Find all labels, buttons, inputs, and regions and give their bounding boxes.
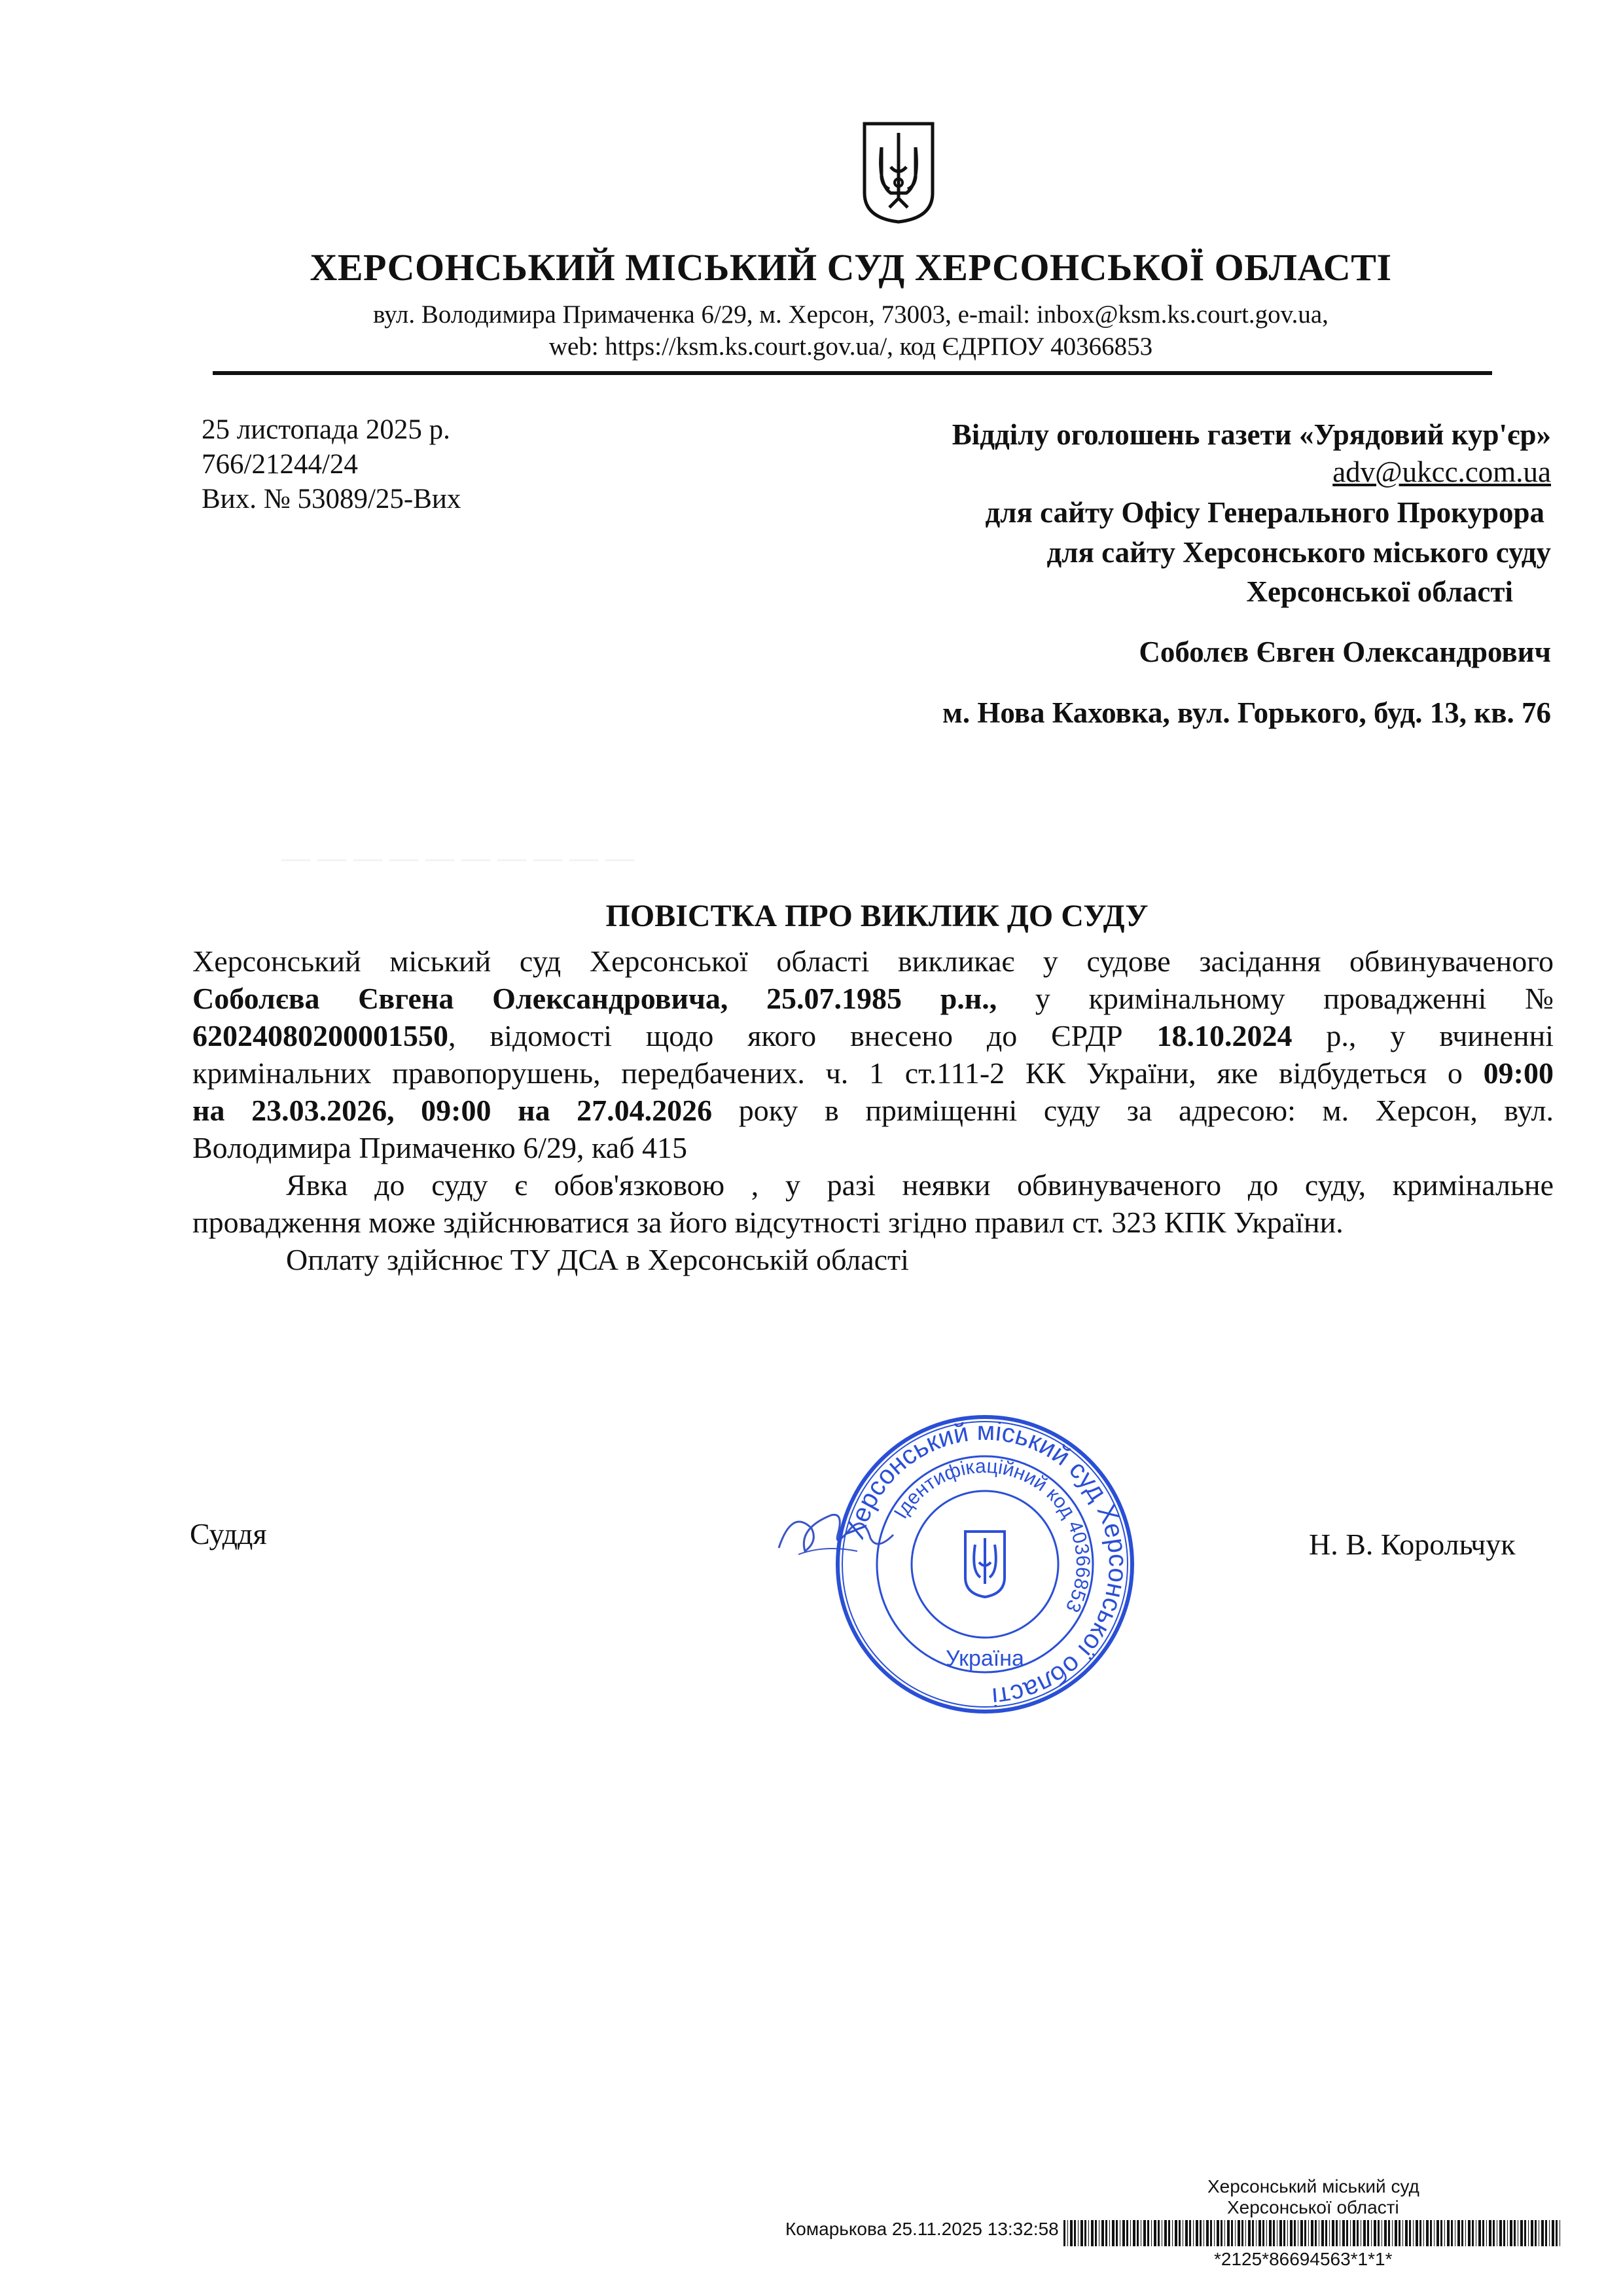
- erdr-date: 18.10.2024: [1156, 1019, 1293, 1052]
- hearing-dates: на 23.03.2026, 09:00 на 27.04.2026: [192, 1094, 713, 1127]
- stamp-outer-text: Херсонський міський суд Херсонської області: [840, 1416, 1133, 1712]
- trident-emblem-icon: [862, 121, 935, 224]
- letterhead-divider: [213, 371, 1492, 375]
- official-court-stamp: [831, 1410, 1139, 1718]
- attendance-line-1: Явка до суду є обов'язковою , у разі неявки обвинуваченого до суду, кримінальне: [286, 1168, 1554, 1202]
- recipient-newspaper: Відділу оголошень газети «Урядовий кур'єр»: [952, 418, 1551, 451]
- proceeding-number: 62024080200001550: [192, 1019, 448, 1052]
- court-name-heading: ХЕРСОНСЬКИЙ МІСЬКИЙ СУД ХЕРСОНСЬКОЇ ОБЛАСТІ: [310, 246, 1392, 289]
- payment-line: Оплату здійснює ТУ ДСА в Херсонській області: [286, 1243, 909, 1276]
- recipient-prosecutor-site: для сайту Офісу Генерального Прокурора: [985, 496, 1544, 529]
- hearing-time: 09:00: [1483, 1056, 1554, 1090]
- recipient-person: Соболєв Євген Олександрович: [1139, 636, 1551, 668]
- signature-role: Суддя: [190, 1517, 267, 1551]
- summons-title: ПОВІСТКА ПРО ВИКЛИК ДО СУДУ: [605, 899, 1149, 933]
- summons-line-2-rest: у кримінальному провадженні №: [997, 982, 1554, 1015]
- document-date: 25 листопада 2025 р.: [202, 414, 450, 445]
- summons-line-5-rest: року в приміщенні суду за адресою: м. Херсон, вул.: [712, 1094, 1554, 1127]
- outgoing-number: Вих. № 53089/25-Вих: [202, 484, 461, 514]
- recipient-court-region: Херсонської області: [1246, 575, 1513, 608]
- case-number: 766/21244/24: [202, 449, 358, 480]
- court-address-line1: вул. Володимира Примаченка 6/29, м. Херсон, 73003, e-mail: inbox@ksm.ks.court.gov.ua,: [373, 300, 1329, 329]
- summons-line-5: [192, 1092, 1554, 1129]
- recipient-address: м. Нова Каховка, вул. Горького, буд. 13, кв. 76: [942, 696, 1551, 729]
- registration-barcode: [1063, 2220, 1561, 2246]
- summons-line-2: [192, 980, 1554, 1017]
- stamp-trident-icon: [965, 1532, 1005, 1597]
- attendance-line-2: провадження може здійснюватися за його відсутності згідно правил ст. 323 КПК України.: [192, 1206, 1344, 1239]
- barcode-number: *2125*86694563*1*1*: [1214, 2249, 1393, 2269]
- summons-line-6: Володимира Примаченко 6/29, каб 415: [192, 1131, 688, 1164]
- recipient-court-site: для сайту Херсонського міського суду: [1046, 536, 1551, 569]
- clerk-registration-stamp: Комарькова 25.11.2025 13:32:58: [785, 2219, 1059, 2239]
- accused-name: Соболєва Євгена Олександровича, 25.07.1985 р.н.,: [192, 982, 997, 1015]
- footer-court-line1: Херсонський міський суд: [1207, 2176, 1419, 2197]
- summons-line-3-rest: р., у вчиненні: [1292, 1019, 1554, 1052]
- court-address-line2: web: https://ksm.ks.court.gov.ua/, код ЄДРПОУ 40366853: [548, 332, 1153, 361]
- stamp-country: Україна: [946, 1646, 1024, 1671]
- stamp-inner-text: Ідентифікаційний код 40366853: [889, 1455, 1094, 1616]
- summons-line-4: [192, 1054, 1554, 1092]
- show-through-artifact: — — — — — — — — — —: [281, 842, 634, 874]
- summons-line-4-text: кримінальних правопорушень, передбачених. ч. 1 ст.111-2 КК України, яке відбудеться о: [192, 1056, 1484, 1090]
- summons-body: [192, 942, 1554, 1278]
- footer-court-line2: Херсонської області: [1227, 2197, 1399, 2217]
- summons-line-3-mid: , відомості щодо якого внесено до ЄРДР: [448, 1019, 1157, 1052]
- recipient-email-link[interactable]: adv@ukcc.com.ua: [1332, 456, 1551, 488]
- summons-line-1: Херсонський міський суд Херсонської області викликає у судове засідання обвинуваченого: [192, 944, 1554, 978]
- summons-line-3: [192, 1017, 1554, 1054]
- signature-name: Н. В. Корольчук: [1309, 1528, 1516, 1561]
